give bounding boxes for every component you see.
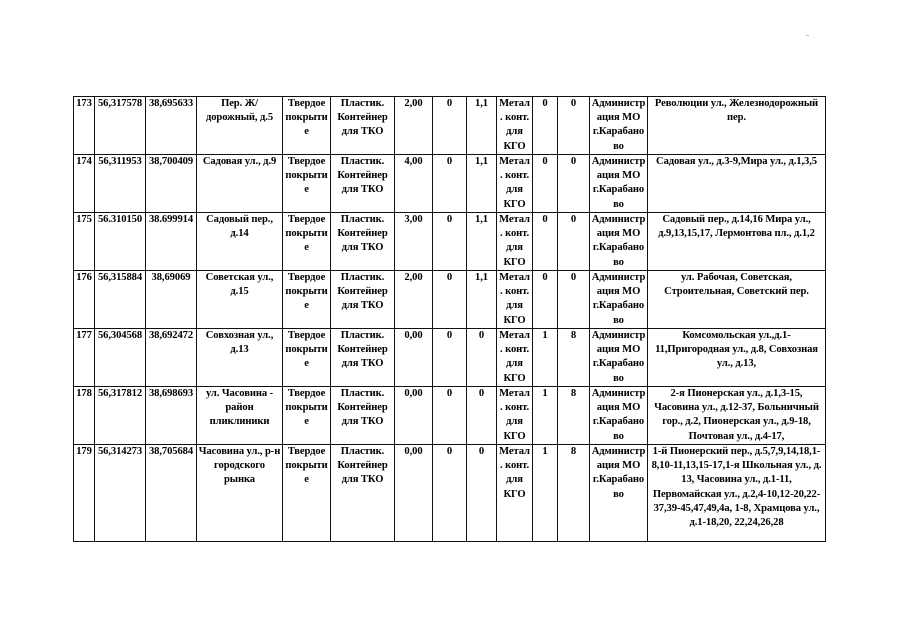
kgo-volume-cell: 8 [558,329,590,387]
address-cell: Пер. Ж/дорожный, д.5 [197,97,283,155]
longitude-cell: 38,69069 [146,271,197,329]
table-row [74,271,826,329]
volume-cell: 0,00 [395,387,433,445]
address-cell: Советская ул., д.15 [197,271,283,329]
latitude-cell: 56.310150 [95,213,146,271]
container-type-cell: Пластик. Контейнер для ТКО [331,445,395,542]
kgo-container-cell: Метал. конт. для КГО [497,329,533,387]
address-cell: Садовый пер., д.14 [197,213,283,271]
longitude-cell: 38,692472 [146,329,197,387]
kgo-container-cell: Метал. конт. для КГО [497,387,533,445]
kgo-volume-cell: 0 [558,271,590,329]
capacity-cell: 1,1 [467,271,497,329]
kgo-volume-cell: 0 [558,97,590,155]
container-type-cell: Пластик. Контейнер для ТКО [331,387,395,445]
owner-cell: Администрация МО г.Карабаново [590,271,648,329]
served-addresses-cell: 2-я Пионерская ул., д.1,3-15, Часовина ул., д.12-37, Больничный гор., д.2, Пионерская ул., д.9-18, Почтовая ул., д.4-17, [648,387,826,445]
row-number: 178 [74,387,95,445]
volume-cell: 2,00 [395,97,433,155]
kgo-count-cell: 1 [533,445,558,542]
table-row [74,329,826,387]
row-number: 177 [74,329,95,387]
table-row [74,97,826,155]
container-type-cell: Пластик. Контейнер для ТКО [331,271,395,329]
owner-cell: Администрация МО г.Карабаново [590,155,648,213]
table-row [74,213,826,271]
owner-cell: Администрация МО г.Карабаново [590,97,648,155]
kgo-container-cell: Метал. конт. для КГО [497,155,533,213]
owner-cell: Администрация МО г.Карабаново [590,445,648,542]
kgo-count-cell: 0 [533,155,558,213]
row-number: 176 [74,271,95,329]
volume-cell: 4,00 [395,155,433,213]
longitude-cell: 38,698693 [146,387,197,445]
served-addresses-cell: 1-й Пионерский пер., д.5,7,9,14,18,1-8,10-11,13,15-17,1-я Школьная ул., д. 13, Часовина ул., д.1-11, Первомайская ул., д.2,4-10,12-20,22-37,39-45,47,49,4а, 1-8, Храмцова ул., д.1-18,20, 22,24,26,28 [648,445,826,542]
row-number: 175 [74,213,95,271]
address-cell: ул. Часовина - район пликлиники [197,387,283,445]
kgo-volume-cell: 8 [558,445,590,542]
capacity-cell: 1,1 [467,155,497,213]
surface-cell: Твердое покрытие [283,445,331,542]
capacity-cell: 0 [467,387,497,445]
kgo-count-cell: 1 [533,387,558,445]
kgo-container-cell: Метал. конт. для КГО [497,97,533,155]
capacity-cell: 0 [467,329,497,387]
owner-cell: Администрация МО г.Карабаново [590,329,648,387]
latitude-cell: 56,311953 [95,155,146,213]
served-addresses-cell: Революции ул., Железнодорожный пер. [648,97,826,155]
kgo-volume-cell: 8 [558,387,590,445]
served-addresses-cell: Садовая ул., д.3-9,Мира ул., д.1,3,5 [648,155,826,213]
kgo-volume-cell: 0 [558,155,590,213]
kgo-container-cell: Метал. конт. для КГО [497,213,533,271]
container-type-cell: Пластик. Контейнер для ТКО [331,213,395,271]
address-cell: Совхозная ул., д.13 [197,329,283,387]
table-body [74,97,826,542]
volume-cell: 0,00 [395,329,433,387]
latitude-cell: 56,315884 [95,271,146,329]
kgo-volume-cell: 0 [558,213,590,271]
container-count-cell: 0 [433,445,467,542]
kgo-count-cell: 0 [533,271,558,329]
kgo-container-cell: Метал. конт. для КГО [497,271,533,329]
longitude-cell: 38,700409 [146,155,197,213]
owner-cell: Администрация МО г.Карабаново [590,387,648,445]
kgo-container-cell: Метал. конт. для КГО [497,445,533,542]
table-row [74,155,826,213]
surface-cell: Твердое покрытие [283,155,331,213]
surface-cell: Твердое покрытие [283,387,331,445]
kgo-count-cell: 0 [533,97,558,155]
volume-cell: 2,00 [395,271,433,329]
volume-cell: 0,00 [395,445,433,542]
row-number: 173 [74,97,95,155]
kgo-count-cell: 0 [533,213,558,271]
kgo-count-cell: 1 [533,329,558,387]
volume-cell: 3,00 [395,213,433,271]
surface-cell: Твердое покрытие [283,329,331,387]
table-row [74,387,826,445]
capacity-cell: 0 [467,445,497,542]
container-type-cell: Пластик. Контейнер для ТКО [331,155,395,213]
container-type-cell: Пластик. Контейнер для ТКО [331,97,395,155]
latitude-cell: 56,314273 [95,445,146,542]
served-addresses-cell: ул. Рабочая, Советская, Строительная, Советский пер. [648,271,826,329]
longitude-cell: 38,705684 [146,445,197,542]
surface-cell: Твердое покрытие [283,271,331,329]
container-count-cell: 0 [433,387,467,445]
address-cell: Часовина ул., р-н городского рынка [197,445,283,542]
container-type-cell: Пластик. Контейнер для ТКО [331,329,395,387]
scan-speck [806,35,809,36]
surface-cell: Твердое покрытие [283,97,331,155]
capacity-cell: 1,1 [467,213,497,271]
container-count-cell: 0 [433,155,467,213]
served-addresses-cell: Садовый пер., д.14,16 Мира ул., д.9,13,15,17, Лермонтова пл., д.1,2 [648,213,826,271]
container-count-cell: 0 [433,329,467,387]
container-count-cell: 0 [433,97,467,155]
longitude-cell: 38,695633 [146,97,197,155]
served-addresses-cell: Комсомольская ул.,д.1-11,Пригородная ул., д.8, Совхозная ул., д.13, [648,329,826,387]
container-count-cell: 0 [433,213,467,271]
container-count-cell: 0 [433,271,467,329]
address-cell: Садовая ул., д.9 [197,155,283,213]
surface-cell: Твердое покрытие [283,213,331,271]
longitude-cell: 38.699914 [146,213,197,271]
latitude-cell: 56,317578 [95,97,146,155]
latitude-cell: 56,304568 [95,329,146,387]
waste-sites-table [73,96,826,542]
capacity-cell: 1,1 [467,97,497,155]
row-number: 179 [74,445,95,542]
owner-cell: Администрация МО г.Карабаново [590,213,648,271]
row-number: 174 [74,155,95,213]
table-row [74,445,826,542]
latitude-cell: 56,317812 [95,387,146,445]
